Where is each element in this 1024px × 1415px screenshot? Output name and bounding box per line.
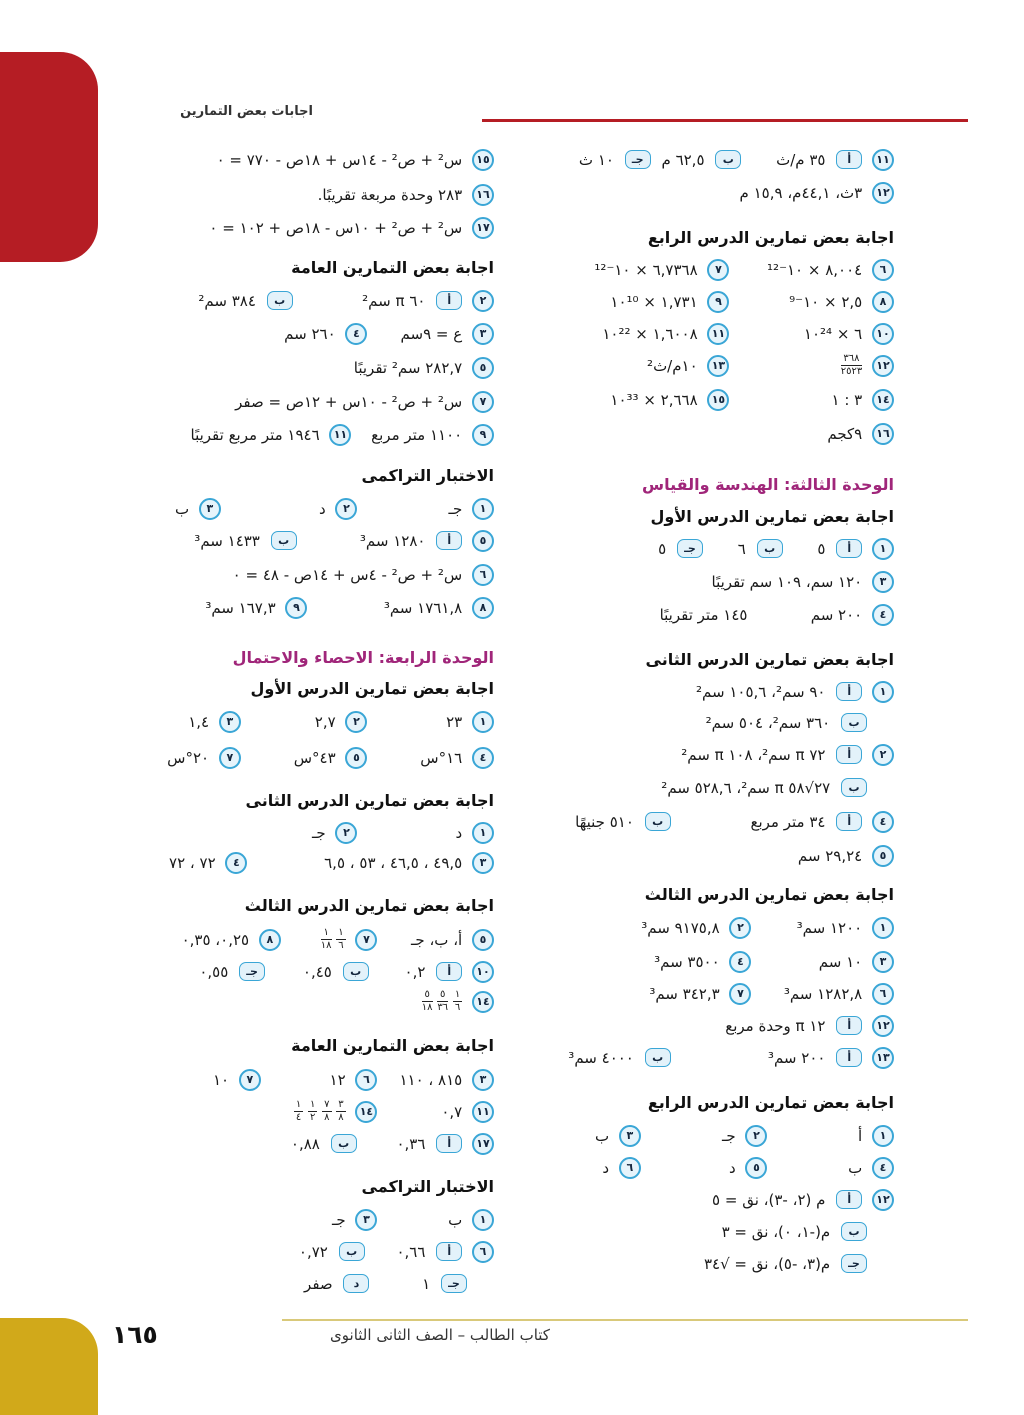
answer-text: ٢٠°س bbox=[167, 748, 210, 767]
answer-text: جـ bbox=[331, 1210, 346, 1229]
number-badge: ٣ bbox=[472, 852, 494, 874]
part-badge: ب bbox=[841, 778, 867, 797]
number-badge: ٥ bbox=[472, 357, 494, 379]
answer-row bbox=[233, 563, 494, 587]
numerator: ١ bbox=[295, 1099, 302, 1110]
answer-text: د bbox=[318, 499, 326, 518]
number-badge: ١٣ bbox=[707, 355, 729, 377]
answer-text: ٣٦٠ سم²، ٥٠٤ سم² bbox=[705, 713, 831, 732]
answer-text: ١,٤ bbox=[188, 712, 210, 731]
part-badge: أ bbox=[836, 1190, 862, 1209]
number-badge: ١٢ bbox=[872, 182, 894, 204]
number-badge: ٢ bbox=[745, 1125, 767, 1147]
answer-row bbox=[198, 289, 494, 313]
answer-text: ٢٦٠ سم bbox=[284, 324, 336, 343]
part-badge: ب bbox=[715, 150, 741, 169]
answer-text: د bbox=[728, 1158, 736, 1177]
answer-text: س² + ص² - ١٠س + ١٢ص = صفر bbox=[235, 392, 463, 411]
part-badge: أ bbox=[436, 531, 462, 550]
number-badge: ٢ bbox=[729, 917, 751, 939]
answer-text: ٠,٤٥ bbox=[302, 962, 332, 981]
number-badge: ١١ bbox=[329, 424, 351, 446]
part-badge: أ bbox=[836, 1016, 862, 1035]
answer-text: ٣٥ م/ث bbox=[776, 150, 826, 169]
answer-row bbox=[332, 1208, 494, 1232]
number-badge: ٨ bbox=[472, 597, 494, 619]
number-badge: ١ bbox=[472, 822, 494, 844]
number-badge: ٨ bbox=[259, 929, 281, 951]
number-badge: ١ bbox=[472, 1209, 494, 1231]
number-badge: ٤ bbox=[345, 323, 367, 345]
number-badge: ٤ bbox=[225, 852, 247, 874]
answer-text: جـ bbox=[448, 499, 463, 518]
answer-text: ٣ : ١ bbox=[831, 390, 863, 409]
number-badge: ٦ bbox=[472, 564, 494, 586]
number-badge: ٢ bbox=[872, 744, 894, 766]
fraction bbox=[308, 1100, 317, 1123]
answer-text: ١١٠٠ متر مربع bbox=[371, 425, 463, 444]
part-badge: جـ bbox=[441, 1274, 467, 1293]
number-badge: ٥ bbox=[345, 747, 367, 769]
number-badge: ١٥ bbox=[472, 149, 494, 171]
number-badge: ٦ bbox=[355, 1069, 377, 1091]
section-title: الاختبار التراكمى bbox=[361, 1177, 494, 1196]
answer-text: ١٢ π وحدة مربع bbox=[725, 1016, 826, 1035]
section-title: اجابة بعض تمارين الدرس الأول bbox=[250, 679, 494, 698]
answer-text: ١٤٣٣ سم³ bbox=[194, 531, 260, 550]
part-badge: ب bbox=[757, 539, 783, 558]
answer-text: ٢٣ bbox=[446, 712, 463, 731]
numerator: ١ bbox=[454, 989, 461, 1000]
number-badge: ١ bbox=[872, 1125, 894, 1147]
fraction bbox=[336, 928, 345, 951]
answer-text: م (٢، -٣)، نق = ٥ bbox=[712, 1190, 826, 1209]
part-badge: أ bbox=[436, 291, 462, 310]
section-title: اجابة بعض التمارين العامة bbox=[291, 1036, 494, 1055]
part-badge: جـ bbox=[625, 150, 651, 169]
answer-text: ٩١٧٥,٨ سم³ bbox=[641, 918, 720, 937]
number-badge: ٥ bbox=[472, 530, 494, 552]
number-badge: ٢ bbox=[472, 290, 494, 312]
denominator: ٨ bbox=[324, 1112, 330, 1123]
numerator: ١ bbox=[338, 927, 344, 938]
answer-text: س² + ص² - ٤س + ١٤ص - ٤٨ = ٠ bbox=[232, 565, 463, 584]
number-badge: ١٠ bbox=[472, 961, 494, 983]
fraction bbox=[422, 990, 433, 1013]
number-badge: ٣ bbox=[872, 571, 894, 593]
part-badge: جـ bbox=[841, 1254, 867, 1273]
answer-text: ١,٦٠٠٨ × ١٠²² bbox=[602, 324, 698, 343]
answer-text: ٠,٢٥، ٠,٣٥ bbox=[181, 930, 250, 949]
denominator: ٢ bbox=[309, 1112, 316, 1123]
number-badge: ١٠ bbox=[872, 323, 894, 345]
number-badge: ٥ bbox=[472, 929, 494, 951]
answer-text: ٠,٧٢ bbox=[298, 1242, 328, 1261]
fraction bbox=[336, 1100, 345, 1123]
fraction bbox=[294, 1100, 303, 1123]
answer-text: ٣٥٠٠ سم³ bbox=[654, 952, 720, 971]
numerator: ٣ bbox=[338, 1099, 344, 1110]
part-badge: ب bbox=[339, 1242, 365, 1261]
answer-row bbox=[291, 1132, 494, 1156]
answer-text: س² + ص² + ١٠س - ١٨ص + ١٠٢ = ٠ bbox=[209, 218, 463, 237]
answer-text: ٦ × ١٠²⁴ bbox=[803, 324, 863, 343]
answer-text: ٠,٣٦ bbox=[396, 1134, 426, 1153]
answer-row bbox=[194, 529, 494, 553]
part-badge: جـ bbox=[677, 539, 703, 558]
part-badge: ب bbox=[841, 1222, 867, 1241]
number-badge: ١٢ bbox=[872, 355, 894, 377]
number-badge: ٥ bbox=[872, 845, 894, 867]
answer-text: أ bbox=[858, 1126, 863, 1145]
fraction-list bbox=[286, 928, 346, 951]
answer-text: ٥ bbox=[658, 539, 667, 558]
answer-text: ٤٠٠٠ سم³ bbox=[568, 1048, 634, 1067]
number-badge: ١٢ bbox=[872, 1189, 894, 1211]
answer-text: ١٢٠٠ سم³ bbox=[796, 918, 863, 937]
answer-row bbox=[175, 497, 494, 521]
answer-text: ١٦٧,٣ سم³ bbox=[205, 598, 276, 617]
footer-book-title: كتاب الطالب – الصف الثانى الثانوى bbox=[330, 1326, 550, 1344]
number-badge: ٥ bbox=[745, 1157, 767, 1179]
answer-text: ٦,٧٣٦٨ × ١٠⁻¹² bbox=[594, 260, 698, 279]
answer-text: ١٩٤٦ متر مربع تقريبًا bbox=[190, 425, 320, 444]
number-badge: ٨ bbox=[872, 291, 894, 313]
answer-text: ٤٣°س bbox=[293, 748, 336, 767]
unit-title: الوحدة الرابعة: الاحصاء والاحتمال bbox=[232, 648, 494, 667]
number-badge: ١٦ bbox=[872, 423, 894, 445]
numerator: ١ bbox=[321, 928, 332, 940]
number-badge: ٧ bbox=[239, 1069, 261, 1091]
answer-text: صفر bbox=[304, 1274, 333, 1293]
answer-row bbox=[318, 183, 494, 207]
answer-row bbox=[169, 851, 494, 875]
part-badge: د bbox=[343, 1274, 369, 1293]
answer-text: ٩كجم bbox=[827, 424, 863, 443]
fraction bbox=[453, 990, 462, 1013]
answer-text: ٦٠ π سم² bbox=[362, 291, 426, 310]
part-badge: أ bbox=[836, 1048, 862, 1067]
number-badge: ٤ bbox=[472, 747, 494, 769]
number-badge: ٦ bbox=[619, 1157, 641, 1179]
number-badge: ٩ bbox=[707, 291, 729, 313]
answer-row bbox=[191, 423, 495, 447]
denominator: ٢٥٢٣ bbox=[840, 366, 863, 377]
part-badge: أ bbox=[836, 812, 862, 831]
answer-row bbox=[209, 216, 494, 240]
fraction-list bbox=[294, 1100, 346, 1123]
number-badge: ١ bbox=[472, 711, 494, 733]
answer-text: جـ bbox=[311, 823, 326, 842]
answer-text: ١٧٦١,٨ سم³ bbox=[383, 598, 463, 617]
number-badge: ١٤ bbox=[872, 389, 894, 411]
answer-row bbox=[182, 928, 494, 952]
answer-text: ٨,٠٠٤ × ١٠⁻¹² bbox=[767, 260, 863, 279]
answer-text: ١٢٠ سم، ١٠٩ سم تقريبًا bbox=[711, 572, 863, 591]
denominator: ٣٦ bbox=[437, 1002, 449, 1013]
answer-row bbox=[199, 960, 494, 984]
number-badge: ٣ bbox=[872, 951, 894, 973]
page-header: اجابات بعض التمارين bbox=[180, 104, 313, 119]
part-badge: جـ bbox=[239, 962, 265, 981]
number-badge: ٣ bbox=[355, 1209, 377, 1231]
answer-text: ٠,٢ bbox=[404, 962, 426, 981]
answer-text: ٢,٥ × ١٠⁻⁹ bbox=[789, 292, 863, 311]
number-badge: ١٤ bbox=[355, 1101, 377, 1123]
answer-text: ٣٨٤ سم² bbox=[198, 291, 256, 310]
denominator: ١٨ bbox=[320, 940, 332, 951]
answer-text: ب bbox=[594, 1126, 610, 1145]
answer-row bbox=[205, 596, 494, 620]
number-badge: ١٥ bbox=[707, 389, 729, 411]
section-title: اجابة بعض تمارين الدرس الثانى bbox=[645, 650, 894, 669]
fraction-list bbox=[422, 990, 462, 1013]
number-badge: ٢ bbox=[345, 711, 367, 733]
answer-text: ١,٧٣١ × ١٠¹⁰ bbox=[610, 292, 698, 311]
answer-text: ب bbox=[174, 499, 190, 518]
number-badge: ٧ bbox=[219, 747, 241, 769]
answer-text: س² + ص² - ١٤س + ١٨ص - ٧٧٠ = ٠ bbox=[216, 150, 463, 169]
answer-text: د bbox=[602, 1158, 610, 1177]
answer-text: ع = ٩سم bbox=[400, 324, 463, 343]
numerator: ٧ bbox=[324, 1099, 330, 1110]
answer-text: ٢٨٣ وحدة مربعة تقريبًا. bbox=[317, 185, 463, 204]
number-badge: ٩ bbox=[285, 597, 307, 619]
answer-row bbox=[312, 821, 494, 845]
number-badge: ٩ bbox=[472, 424, 494, 446]
number-badge: ٦ bbox=[872, 983, 894, 1005]
page-number: ١٦٥ bbox=[112, 1320, 158, 1349]
answer-text: ٢,٧ bbox=[314, 712, 336, 731]
number-badge: ١ bbox=[472, 498, 494, 520]
number-badge: ٤ bbox=[729, 951, 751, 973]
answer-text: م(٣، -٥)، نق = √٣٤ bbox=[703, 1254, 831, 1273]
part-badge: أ bbox=[436, 962, 462, 981]
number-badge: ١٧ bbox=[472, 1133, 494, 1155]
answer-text: ٥١٠ جنيهًا bbox=[575, 812, 634, 831]
answer-text: أ، ب، جـ bbox=[411, 930, 463, 949]
answer-row bbox=[284, 322, 494, 346]
number-badge: ١٤ bbox=[472, 991, 494, 1013]
answer-text: ١٠ bbox=[212, 1070, 230, 1089]
number-badge: ٧ bbox=[707, 259, 729, 281]
part-badge: أ bbox=[836, 745, 862, 764]
answer-text: ٧٢ π سم²، ١٠٨ π سم² bbox=[681, 745, 826, 764]
number-badge: ٧ bbox=[355, 929, 377, 951]
answer-text: ٢٠٠ سم³ bbox=[767, 1048, 826, 1067]
answer-text: ٣ث، ٤٤,١م، ١٥,٩ م bbox=[739, 183, 863, 202]
answer-row bbox=[299, 1240, 494, 1264]
answer-text: ٨١٥ ، ١١٠ bbox=[399, 1070, 463, 1089]
number-badge: ٧ bbox=[729, 983, 751, 1005]
number-badge: ١١ bbox=[707, 323, 729, 345]
answer-text: ب bbox=[848, 1158, 863, 1177]
answer-text: ١٤٥ متر تقريبًا bbox=[659, 605, 748, 624]
answer-text: ٩٠ سم²، ١٠٥,٦ سم² bbox=[696, 682, 826, 701]
number-badge: ١١ bbox=[472, 1101, 494, 1123]
answer-row bbox=[422, 990, 494, 1014]
answer-text: ٥ bbox=[817, 539, 826, 558]
part-badge: ب bbox=[841, 713, 867, 732]
number-badge: ٣ bbox=[472, 323, 494, 345]
answer-text: م(-١، ٠)، نق = ٣ bbox=[721, 1222, 831, 1241]
answer-text: جـ bbox=[721, 1126, 736, 1145]
number-badge: ٤ bbox=[872, 1157, 894, 1179]
answer-row bbox=[354, 356, 494, 380]
section-title: اجابة بعض تمارين الدرس الأول bbox=[650, 507, 894, 526]
answer-text: ١٦°س bbox=[420, 748, 463, 767]
number-badge: ٤ bbox=[872, 811, 894, 833]
part-badge: أ bbox=[836, 539, 862, 558]
numerator: ٥ bbox=[422, 990, 433, 1002]
answer-row bbox=[188, 710, 494, 734]
number-badge: ١٢ bbox=[872, 1015, 894, 1037]
number-badge: ٦ bbox=[872, 259, 894, 281]
answer-text: ٢٧√٥٨ π سم²، ٥٢٨,٦ سم² bbox=[661, 778, 831, 797]
answer-text: ٦٢,٥ م bbox=[661, 150, 705, 169]
section-title: اجابة بعض تمارين الدرس الثالث bbox=[244, 896, 494, 915]
answer-text: ٢٩,٢٤ سم bbox=[797, 846, 863, 865]
number-badge: ١ bbox=[872, 538, 894, 560]
number-badge: ٣ bbox=[619, 1125, 641, 1147]
section-title: اجابة بعض تمارين الدرس الثالث bbox=[644, 885, 894, 904]
answer-text: ١٢٨٠ سم³ bbox=[359, 531, 426, 550]
part-badge: ب bbox=[331, 1134, 357, 1153]
answer-text: ٢,٦٦٨ × ١٠³³ bbox=[610, 390, 698, 409]
fraction bbox=[321, 928, 332, 951]
number-badge: ٤ bbox=[872, 604, 894, 626]
part-badge: أ bbox=[836, 682, 862, 701]
answer-text: ٤٩,٥ ، ٤٦,٥ ، ٥٣ ، ٦,٥ bbox=[324, 853, 463, 872]
number-badge: ١ bbox=[872, 917, 894, 939]
number-badge: ١ bbox=[872, 681, 894, 703]
answer-text: ب bbox=[448, 1210, 463, 1229]
answer-text: ٢٠٠ سم bbox=[810, 605, 863, 624]
answer-text: ١٢ bbox=[329, 1070, 346, 1089]
section-title: اجابة بعض التمارين العامة bbox=[291, 258, 494, 277]
answer-row bbox=[294, 1100, 494, 1124]
answer-text: ١٠م/ث² bbox=[647, 356, 698, 375]
numerator: ٥ bbox=[437, 990, 448, 1002]
answer-row bbox=[304, 1272, 467, 1296]
answer-text: د bbox=[455, 823, 463, 842]
part-badge: ب bbox=[645, 812, 671, 831]
number-badge: ٦ bbox=[472, 1241, 494, 1263]
answer-text: ٢٨٢,٧ سم² تقريبًا bbox=[353, 358, 463, 377]
number-badge: ٢ bbox=[335, 822, 357, 844]
number-badge: ٣ bbox=[472, 1069, 494, 1091]
answer-text: ٠,٥٥ bbox=[199, 962, 229, 981]
number-badge: ٢ bbox=[335, 498, 357, 520]
section-title: اجابة بعض تمارين الدرس الرابع bbox=[647, 1093, 894, 1112]
answer-text: ٧٢ ، ٧٢ bbox=[169, 853, 216, 872]
section-title: اجابة بعض تمارين الدرس الرابع bbox=[647, 228, 894, 247]
unit-title: الوحدة الثالثة: الهندسة والقياس bbox=[642, 475, 894, 494]
answer-text: ١٠ ث bbox=[578, 150, 614, 169]
number-badge: ٣ bbox=[219, 711, 241, 733]
answer-row bbox=[213, 1068, 494, 1092]
part-badge: ب bbox=[271, 531, 297, 550]
answer-text: ٦ bbox=[737, 539, 746, 558]
answer-text: ١٢٨٢,٨ سم³ bbox=[783, 984, 863, 1003]
answer-text: ٠,٦٦ bbox=[396, 1242, 426, 1261]
number-badge: ١٧ bbox=[472, 217, 494, 239]
part-badge: أ bbox=[436, 1242, 462, 1261]
denominator: ٤ bbox=[295, 1112, 302, 1123]
part-badge: ب bbox=[645, 1048, 671, 1067]
answer-text: ٠,٨٨ bbox=[290, 1134, 320, 1153]
number-badge: ١٣ bbox=[872, 1047, 894, 1069]
section-title: الاختبار التراكمى bbox=[361, 466, 494, 485]
number-badge: ٣ bbox=[199, 498, 221, 520]
answer-row bbox=[167, 746, 494, 770]
part-badge: ب bbox=[267, 291, 293, 310]
fraction bbox=[322, 1100, 331, 1123]
numerator: ١ bbox=[309, 1099, 316, 1110]
number-badge: ١٦ bbox=[472, 184, 494, 206]
denominator: ١٨ bbox=[421, 1002, 433, 1013]
number-badge: ٧ bbox=[472, 391, 494, 413]
number-badge: ١١ bbox=[872, 149, 894, 171]
denominator: ٦ bbox=[338, 940, 344, 951]
part-badge: أ bbox=[436, 1134, 462, 1153]
part-badge: أ bbox=[836, 150, 862, 169]
part-badge: ب bbox=[343, 962, 369, 981]
answer-row bbox=[235, 390, 494, 414]
denominator: ٨ bbox=[338, 1112, 344, 1123]
denominator: ٦ bbox=[454, 1002, 461, 1013]
answer-row bbox=[217, 148, 494, 172]
fraction bbox=[437, 990, 448, 1013]
answer-text: ٠,٧ bbox=[441, 1102, 463, 1121]
answer-text: ١ bbox=[422, 1274, 431, 1293]
answer-text: ٣٤ متر مربع bbox=[750, 812, 826, 831]
answer-text: ٣٤٢,٣ سم³ bbox=[649, 984, 720, 1003]
answer-text: ١٠ سم bbox=[818, 952, 863, 971]
section-title: اجابة بعض تمارين الدرس الثانى bbox=[245, 791, 494, 810]
numerator: ٣٦٨ bbox=[841, 354, 862, 366]
